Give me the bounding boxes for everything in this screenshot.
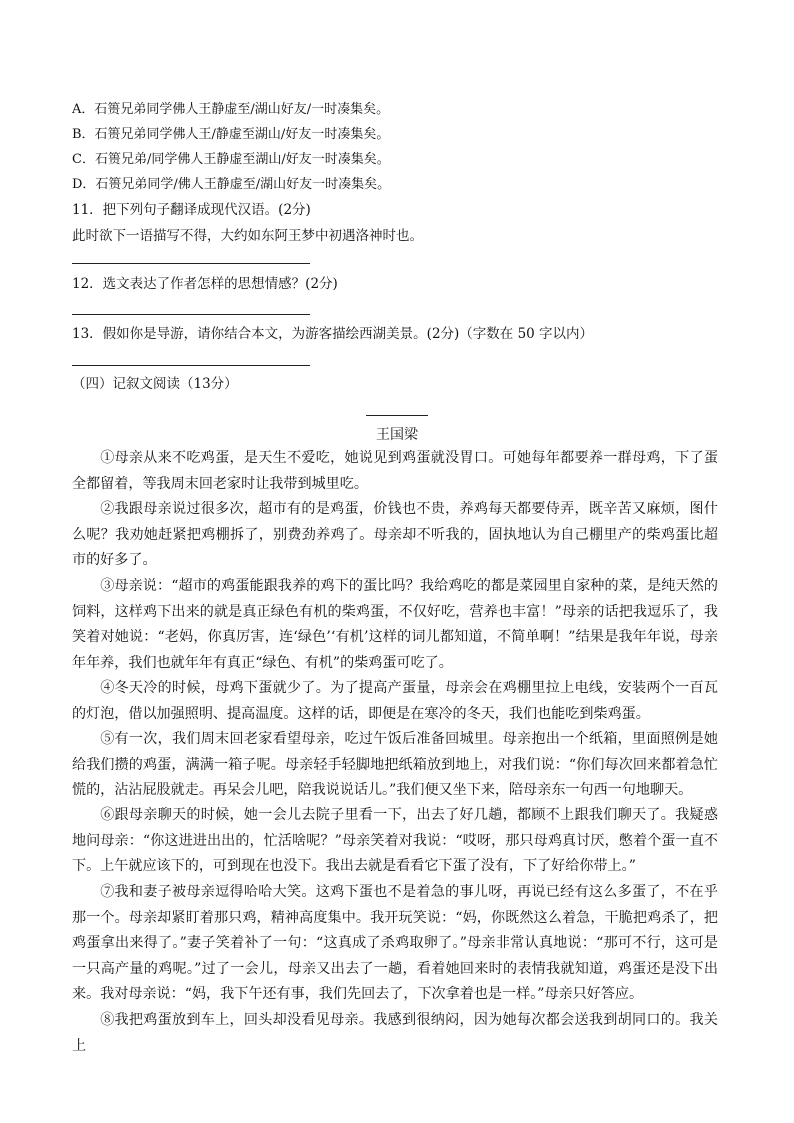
paragraph-4: ④冬天冷的时候，母鸡下蛋就少了。为了提高产蛋量，母亲会在鸡棚里拉上电线，安装两个一百瓦的灯泡，借以加强照明、提高温度。这样的话，即便是在寒冷的冬天，我们也能吃到柴鸡蛋。 — [72, 680, 718, 722]
paragraph-3: ③母亲说：“超市的鸡蛋能跟我养的鸡下的蛋比吗？我给鸡吃的都是菜园里自家种的菜，是纯天然的饲料，这样鸡下出来的就是真正绿色有机的柴鸡蛋，不仅好吃，营养也丰富！”母亲的话把我逗乐了，我笑着对她说：“老妈，你真厉害，连‘绿色’‘有机’这样的词儿都知道，不简单啊！”结果是我年年说，母亲年年养，我们也就年年有真正“绿色、有机”的柴鸡蛋可吃了。 — [72, 578, 718, 671]
question-11-sentence: 此时欲下一语描写不得，大约如东阿王梦中初遇洛神时也。 — [72, 228, 423, 244]
paragraph-6: ⑥跟母亲聊天的时候，她一会儿去院子里看一下，出去了好几趟，都顾不上跟我们聊天了。我疑惑地问母亲：“你这进进出出的，忙活啥呢？”母亲笑着对我说：“哎呀，那只母鸡真讨厌，憋着个蛋一直不下。上午就应该下的，可到现在也没下。我出去就是看看它下蛋了没有，下了好给你带上。” — [72, 807, 718, 874]
option-d: D．石篑兄弟同学/佛人王静虚至/湖山好友一时凑集矣。 — [72, 177, 391, 192]
question-12-prompt: 12．选文表达了作者怎样的思想情感？(2分) — [72, 276, 338, 292]
answer-line-11 — [72, 263, 310, 264]
answer-line-12 — [72, 314, 310, 315]
option-b: B．石篑兄弟同学佛人王/静虚至湖山/好友一时凑集矣。 — [72, 127, 390, 142]
section-heading: （四）记叙文阅读（13分） — [72, 376, 238, 392]
answer-line-13 — [72, 365, 310, 366]
question-13-prompt: 13．假如你是导游，请你结合本文，为游客描绘西湖美景。(2分)（字数在 50 字以内） — [72, 326, 594, 342]
option-c: C．石篑兄弟/同学佛人王静虚至湖山/好友一时凑集矣。 — [72, 152, 390, 167]
question-11-prompt: 11．把下列句子翻译成现代汉语。(2分) — [72, 202, 311, 218]
article-title-blank — [366, 415, 428, 416]
paragraph-1: ①母亲从来不吃鸡蛋，是天生不爱吃，她说见到鸡蛋就没胃口。可她每年都要养一群母鸡，下了蛋全都留着，等我周末回老家时让我带到城里吃。 — [72, 450, 718, 492]
paragraph-8: ⑧我把鸡蛋放到车上，回头却没看见母亲。我感到很纳闷，因为她每次都会送我到胡同口的。我关上 — [72, 1012, 718, 1054]
paragraph-5: ⑤有一次，我们周末回老家看望母亲，吃过午饭后准备回城里。母亲抱出一个纸箱，里面照例是她给我们攒的鸡蛋，满满一箱子呢。母亲轻手轻脚地把纸箱放到地上，对我们说：“你们每次回来都着急忙慌的，沾沾屁股就走。再呆会儿吧，陪我说说话儿。”我们便又坐下来，陪母亲东一句西一句地聊天。 — [72, 731, 718, 798]
option-a: A．石篑兄弟同学佛人王静虚至/湖山好友/一时凑集矣。 — [72, 102, 390, 117]
article-author: 王国梁 — [376, 427, 418, 443]
paragraph-7: ⑦我和妻子被母亲逗得哈哈大笑。这鸡下蛋也不是着急的事儿呀，再说已经有这么多蛋了，不在乎那一个。母亲却紧盯着那只鸡，精神高度集中。我开玩笑说：“妈，你既然这么着急，干脆把鸡杀了，把鸡蛋拿出来得了。”妻子笑着补了一句：“这真成了杀鸡取卵了。”母亲非常认真地说：“那可不行，这可是一只高产量的鸡呢。”过了一会儿，母亲又出去了一趟，看着她回来时的表情我就知道，鸡蛋还是没下出来。我对母亲说：“妈，我下午还有事，我们先回去了，下次拿着也是一样。”母亲只好答应。 — [72, 884, 718, 1002]
paragraph-2: ②我跟母亲说过很多次，超市有的是鸡蛋，价钱也不贵，养鸡每天都要侍弄，既辛苦又麻烦，图什么呢？我劝她赶紧把鸡棚拆了，别费劲养鸡了。母亲却不听我的，固执地认为自己棚里产的柴鸡蛋比超市的好多了。 — [72, 501, 718, 568]
